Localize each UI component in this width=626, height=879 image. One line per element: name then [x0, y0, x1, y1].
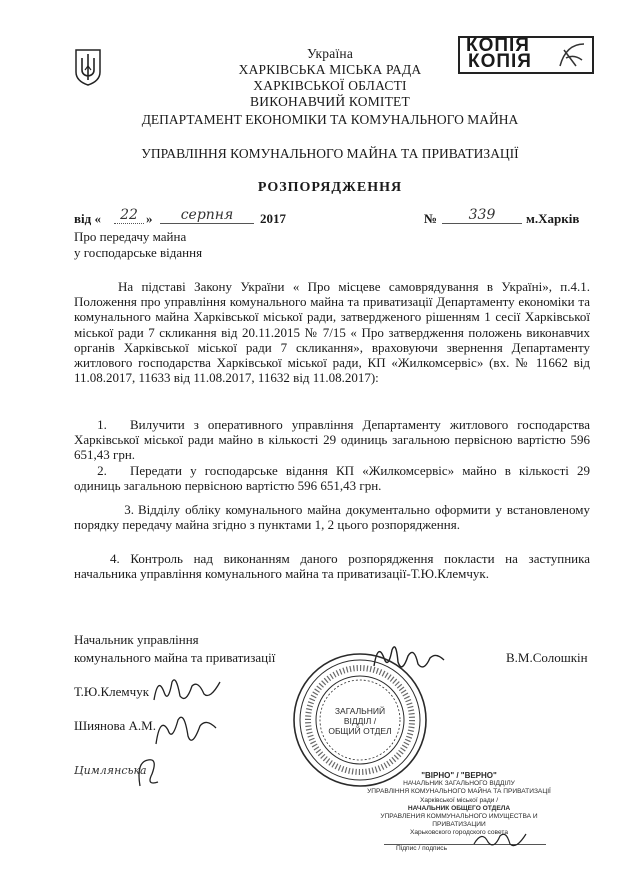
preamble-paragraph: На підставі Закону України « Про місцеве самоврядування в Україні», п.4.1. Положення про управління комунального майна та приватизації Департаменту економіки та комунального майна Харківської міської ради, затвердженого рішенням 1 сесії Харківської міської ради 7 скликання від 20.11.2015 № 7/15 « Про затвердження положень виконавчих органів Харківської міської ради 7 скликання», враховуючи звернення Департаменту житлового господарства Харківської міської ради, КП «Жилкомсервіс» (вх. № 11662 від 11.08.2017, 11633 від 11.08.2017, 11632 від 11.08.2017): [74, 279, 590, 386]
date-month: серпня [160, 207, 254, 224]
item-3-text: Відділу обліку комунального майна документально оформити у встановленому порядку передачу майна згідно з пунктами 1, 2 цього розпорядження. [74, 502, 590, 533]
item-2-number: 2. [97, 463, 107, 478]
approver-1-signature [150, 672, 224, 708]
verify-line-3: УПРАВЛІННЯ КОМУНАЛЬНОГО МАЙНА ТА ПРИВАТИЗАЦІЇ [367, 788, 551, 796]
verify-line-4: Харківської міської ради / [419, 796, 499, 804]
subject-line-1: Про передачу майна [74, 229, 187, 244]
copy-stamp-text-2: КОПІЯ [468, 51, 532, 72]
document-number: 339 [442, 207, 522, 224]
item-3-number: 3. [124, 502, 134, 517]
signatory-title-1: Начальник управління [74, 632, 199, 647]
document-type-title: РОЗПОРЯДЖЕННЯ [257, 180, 403, 195]
verification-signature [470, 826, 530, 852]
copy-stamp-text: КОПІЯ [466, 35, 530, 56]
verify-line-1: "ВІРНО" / "ВЕРНО" [421, 771, 497, 780]
signatory-name: В.М.Солошкін [506, 650, 588, 665]
approver-2: Шиянова А.М. [74, 718, 156, 733]
item-3 [74, 502, 590, 532]
approver-3-signature [130, 752, 170, 792]
seal-center-line-1: ЗАГАЛЬНИЙ [334, 706, 386, 716]
item-1 [74, 417, 590, 463]
approver-3: Цимлянська [74, 764, 147, 777]
number-sign: № [424, 211, 438, 226]
city: м.Харків [526, 211, 580, 226]
approver-2-signature [150, 708, 220, 752]
item-1-number: 1. [97, 417, 107, 432]
date-day: 22 [114, 207, 144, 224]
header-council: ХАРКІВСЬКА МІСЬКА РАДА [238, 62, 422, 77]
header-committee: ВИКОНАВЧИЙ КОМІТЕТ [250, 94, 410, 109]
header-country: Україна [306, 46, 354, 61]
item-2-text: Передати у господарське відання КП «Жилкомсервіс» майно в кількості 29 одиниць загальною первісною вартістю 596 651,43 грн. [74, 463, 590, 494]
date-prefix: від « [74, 211, 101, 226]
subject-line-2: у господарське відання [74, 245, 203, 260]
approver-1: Т.Ю.Клемчук [74, 684, 150, 699]
verify-line-2: НАЧАЛЬНИК ЗАГАЛЬНОГО ВІДДІЛУ [403, 780, 515, 788]
verify-line-6: УПРАВЛЕНИЯ КОММУНАЛЬНОГО ИМУЩЕСТВА И ПРИВАТИЗАЦИИ [380, 813, 538, 829]
copy-stamp-emblem-icon [556, 40, 588, 70]
item-2 [74, 463, 590, 493]
verify-line-7: Харьковского городского совета [409, 829, 509, 837]
trident-coat-of-arms-icon [74, 48, 102, 86]
seal-center-text [320, 706, 400, 736]
seal-center-line-3: ОБЩИЙ ОТДЕЛ [328, 726, 392, 736]
signatory-title-2: комунального майна та приватизації [74, 650, 276, 665]
header-region: ХАРКІВСЬКОЇ ОБЛАСТІ [253, 78, 407, 93]
header-division: УПРАВЛІННЯ КОМУНАЛЬНОГО МАЙНА ТА ПРИВАТИЗАЦІЇ [141, 146, 519, 161]
item-1-text: Вилучити з оперативного управління Департаменту житлового господарства Харківської міської ради майно в кількості 29 одиниць загальною первісною вартістю 596 651,43 грн. [74, 417, 590, 463]
seal-center-line-2: ВІДДІЛ / [343, 716, 377, 726]
header-department: ДЕПАРТАМЕНТ ЕКОНОМІКИ ТА КОМУНАЛЬНОГО МАЙНА [141, 112, 519, 127]
date-year: 2017 [260, 211, 286, 226]
date-mid: » [146, 211, 153, 226]
verify-line-8: Підпис / подпись [384, 844, 546, 853]
verify-line-5: НАЧАЛЬНИК ОБЩЕГО ОТДЕЛА [407, 804, 511, 812]
item-4: 4. Контроль над виконанням даного розпорядження покласти на заступника начальника управління комунального майна та приватизації-Т.Ю.Клемчук. [74, 551, 590, 582]
